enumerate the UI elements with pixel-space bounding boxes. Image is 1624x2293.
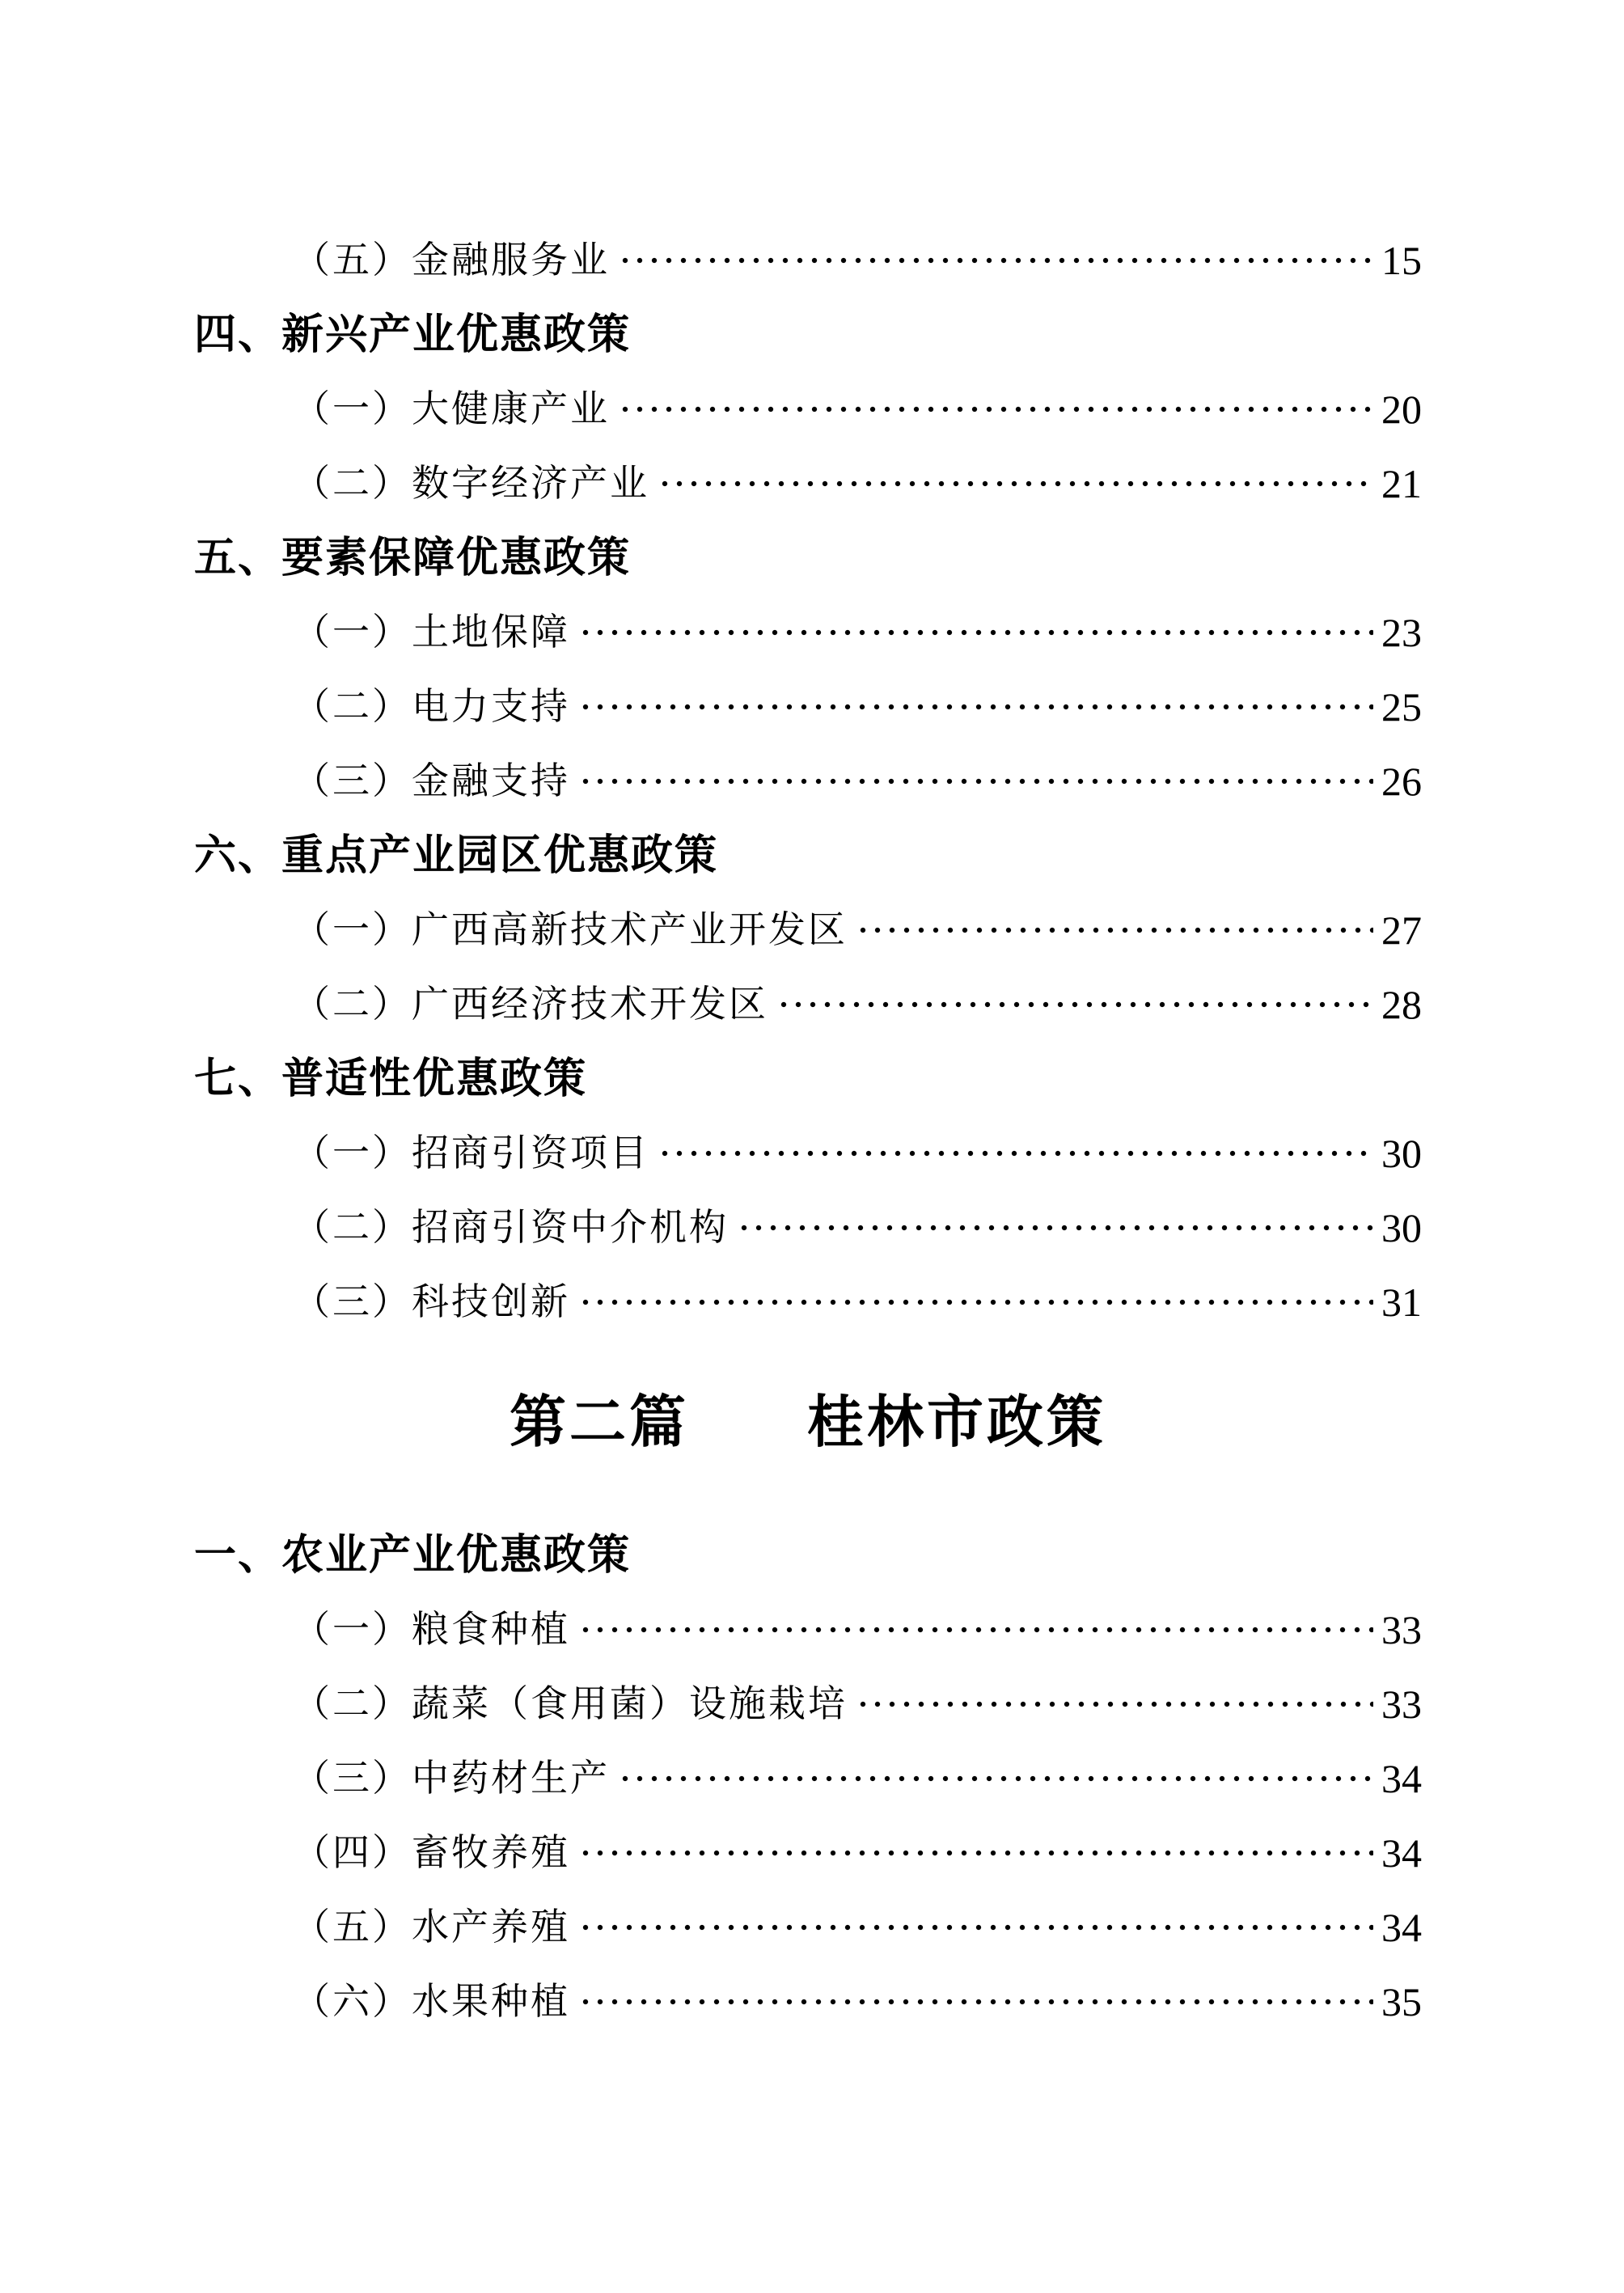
toc-entry-label: （一）土地保障 [293, 611, 570, 653]
page-number: 30 [1381, 1205, 1422, 1250]
dot-leader [578, 704, 1373, 710]
toc-content [194, 223, 1422, 2039]
toc-entry-label: （二）蔬菜（食用菌）设施栽培 [293, 1683, 848, 1724]
dot-leader [578, 1999, 1373, 2005]
toc-entry-label: （二）数字经济产业 [293, 463, 649, 504]
dot-leader [578, 1850, 1373, 1856]
page-number: 26 [1381, 759, 1422, 804]
toc-item[interactable] [194, 1890, 1422, 1965]
dot-leader [658, 480, 1373, 487]
dot-leader [578, 1924, 1373, 1931]
dot-leader [578, 778, 1373, 785]
toc-section-heading[interactable] [194, 1518, 1422, 1593]
chapter-title [194, 1379, 1422, 1468]
toc-entry-label: （二）电力支持 [293, 686, 570, 727]
toc-entry-label: （二）招商引资中介机构 [293, 1207, 729, 1248]
toc-entry-label: （六）水果种植 [293, 1981, 570, 2022]
page-number: 25 [1381, 684, 1422, 730]
toc-entry-label: 五、要素保障优惠政策 [194, 535, 632, 582]
dot-leader [856, 927, 1373, 933]
toc-entry-label: 七、普适性优惠政策 [194, 1056, 588, 1102]
page-number: 33 [1381, 1682, 1422, 1727]
dot-leader [578, 1627, 1373, 1633]
page-number: 30 [1381, 1131, 1422, 1176]
page-number: 33 [1381, 1607, 1422, 1652]
page-number: 34 [1381, 1905, 1422, 1950]
page-number: 35 [1381, 1979, 1422, 2024]
toc-item[interactable] [194, 1191, 1422, 1265]
page-number: 21 [1381, 461, 1422, 506]
dot-leader [578, 629, 1373, 636]
toc-entry-label: 四、新兴产业优惠政策 [194, 311, 632, 358]
toc-entry-label: （一）大健康产业 [293, 388, 610, 429]
toc-section-heading[interactable] [194, 1042, 1422, 1116]
dot-leader [618, 257, 1373, 264]
toc-item[interactable] [194, 1741, 1422, 1816]
toc-section-heading[interactable] [194, 521, 1422, 595]
dot-leader [618, 1775, 1373, 1782]
dot-leader [776, 1001, 1373, 1008]
page-number: 28 [1381, 982, 1422, 1027]
toc-section-heading[interactable] [194, 819, 1422, 893]
toc-item[interactable] [194, 744, 1422, 819]
toc-entry-label: （二）广西经济技术开发区 [293, 984, 768, 1025]
toc-item[interactable] [194, 1816, 1422, 1890]
toc-entry-label: （三）金融支持 [293, 760, 570, 802]
toc-item[interactable] [194, 223, 1422, 298]
toc-item[interactable] [194, 1116, 1422, 1191]
toc-entry-label: （五）金融服务业 [293, 239, 610, 281]
page-number: 31 [1381, 1280, 1422, 1325]
toc-entry-label: （一）广西高新技术产业开发区 [293, 909, 848, 950]
toc-entry-label: （三）中药材生产 [293, 1758, 610, 1799]
toc-entry-label: （三）科技创新 [293, 1281, 570, 1322]
toc-item[interactable] [194, 446, 1422, 521]
toc-item[interactable] [194, 1667, 1422, 1741]
page-number: 34 [1381, 1756, 1422, 1801]
toc-entry-label: （五）水产养殖 [293, 1906, 570, 1948]
toc-item[interactable] [194, 372, 1422, 446]
page-number: 23 [1381, 610, 1422, 655]
page-number: 20 [1381, 387, 1422, 432]
toc-entry-label: （四）畜牧养殖 [293, 1832, 570, 1873]
dot-leader [618, 406, 1373, 412]
toc-entry-label: （一）粮食种植 [293, 1609, 570, 1650]
toc-item[interactable] [194, 1593, 1422, 1667]
dot-leader [856, 1701, 1373, 1707]
page-number: 34 [1381, 1830, 1422, 1876]
toc-section-heading[interactable] [194, 298, 1422, 372]
chapter-name: 桂林市政策 [807, 1392, 1106, 1454]
toc-item[interactable] [194, 1265, 1422, 1339]
toc-item[interactable] [194, 967, 1422, 1042]
toc-item[interactable] [194, 893, 1422, 967]
toc-item[interactable] [194, 670, 1422, 744]
toc-entry-label: 六、重点产业园区优惠政策 [194, 832, 719, 879]
dot-leader [578, 1299, 1373, 1305]
dot-leader [737, 1225, 1373, 1231]
toc-entry-label: （一）招商引资项目 [293, 1132, 649, 1174]
page-number: 27 [1381, 907, 1422, 953]
toc-item[interactable] [194, 1965, 1422, 2039]
chapter-number: 第二篇 [510, 1392, 689, 1454]
toc-entry-label: 一、农业产业优惠政策 [194, 1532, 632, 1579]
dot-leader [658, 1150, 1373, 1157]
toc-item[interactable] [194, 595, 1422, 670]
page-number: 15 [1381, 238, 1422, 283]
